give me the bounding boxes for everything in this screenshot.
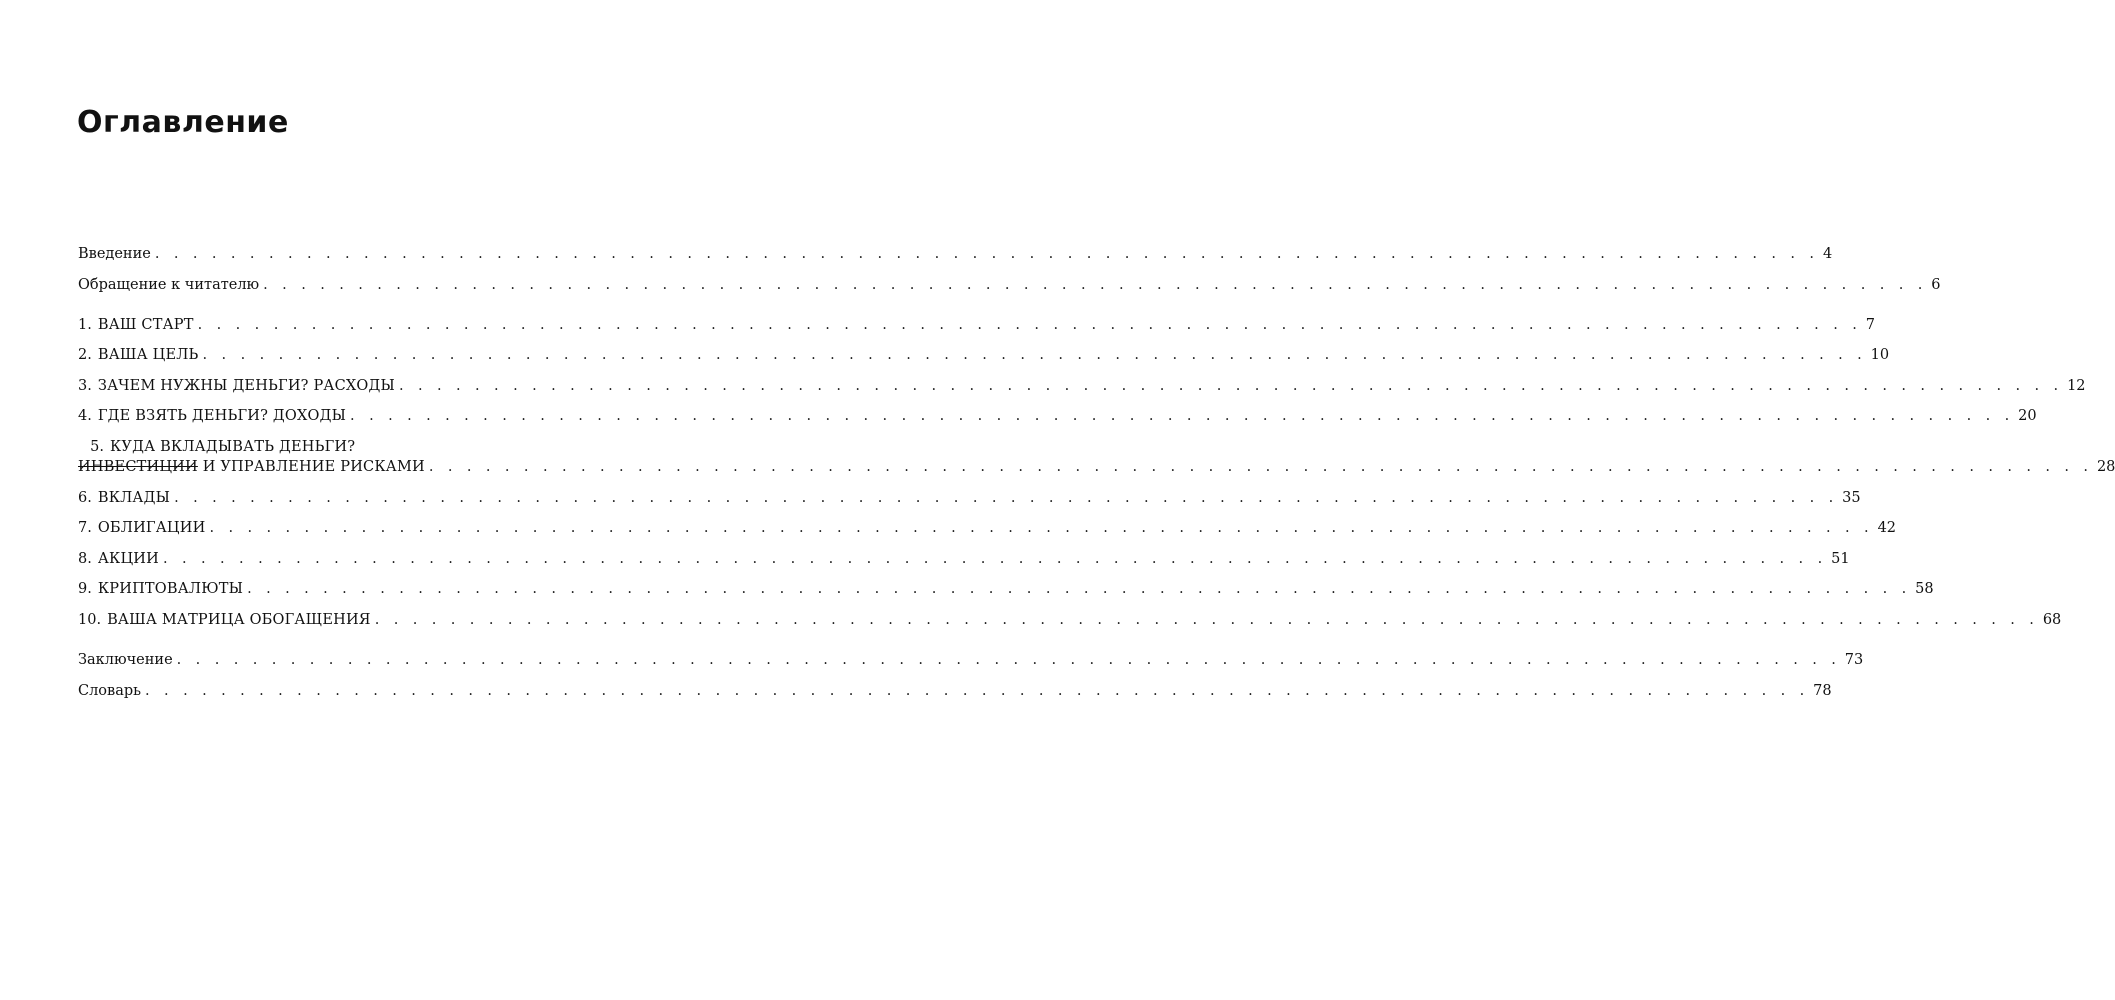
page-title: Оглавление [77, 105, 289, 140]
toc-entry-chapter-4[interactable] [78, 406, 2037, 426]
toc-entry-glossary[interactable] [78, 681, 1832, 701]
toc-entry-chapter-8[interactable] [78, 549, 1850, 569]
toc-entry-number: 3. [78, 378, 92, 394]
toc-entry-page: 12 [2067, 378, 2086, 394]
toc-entry-title-line2 [78, 457, 425, 477]
toc-entry-page: 35 [1842, 490, 1861, 506]
dot-leader: . . . . . . . . . . . . . . . . . . . . . . . . . . . . . . . . . . . . . . . . . . . . . . . . . . . . . . . . . . . . . . . . . . . . . . . . . . . . . . . . . . . . . . . . [209, 520, 1874, 536]
toc-entry-title: Словарь [78, 683, 142, 699]
toc-entry-title-line1: КУДА ВКЛАДЫВАТЬ ДЕНЬГИ? [110, 439, 356, 455]
toc-entry-number: 9. [78, 581, 92, 597]
toc-entry-introduction[interactable] [78, 244, 1833, 264]
toc-entry-chapter-7[interactable] [78, 518, 1897, 538]
dot-leader: . . . . . . . . . . . . . . . . . . . . . . . . . . . . . . . . . . . . . . . . . . . . . . . . . . . . . . . . . . . . . . . . . . . . . . . . . . . . . . . . . . . . . . . . [176, 652, 1841, 668]
toc-entry-page: 42 [1877, 520, 1897, 536]
toc-entry-title: Заключение [78, 652, 173, 668]
toc-entry-title: КРИПТОВАЛЮТЫ [97, 581, 244, 597]
toc-entry-title: АКЦИИ [97, 551, 159, 567]
toc-entry-chapter-2[interactable] [78, 345, 1890, 365]
dot-leader: . . . . . . . . . . . . . . . . . . . . . . . . . . . . . . . . . . . . . . . . . . . . . . . . . . . . . . . . . . . . . . . . . . . . . . . . . . . . . . . . . . . . . . . . [162, 551, 1828, 567]
toc-entry-chapter-10[interactable] [78, 610, 2062, 630]
toc-entry-number: 6. [78, 490, 92, 506]
toc-entry-number: 5. [90, 439, 104, 455]
toc-entry-chapter-9[interactable] [78, 579, 1934, 599]
dot-leader: . . . . . . . . . . . . . . . . . . . . . . . . . . . . . . . . . . . . . . . . . . . . . . . . . . . . . . . . . . . . . . . . . . . . . . . . . . . . . . . . . . . . . . . . [374, 612, 2039, 628]
struck-word: ИНВЕСТИЦИИ [78, 459, 198, 475]
toc-entry-title: ГДЕ ВЗЯТЬ ДЕНЬГИ? ДОХОДЫ [97, 408, 347, 424]
dot-leader: . . . . . . . . . . . . . . . . . . . . . . . . . . . . . . . . . . . . . . . . . . . . . . . . . . . . . . . . . . . . . . . . . . . . . . . . . . . . . . . . . . . . . . . . [428, 459, 2093, 475]
toc-entry-title: ЗАЧЕМ НУЖНЫ ДЕНЬГИ? РАСХОДЫ [97, 378, 395, 394]
toc-entry-page: 7 [1865, 317, 1875, 333]
toc-entry-title: Обращение к читателю [78, 277, 260, 293]
dot-leader: . . . . . . . . . . . . . . . . . . . . . . . . . . . . . . . . . . . . . . . . . . . . . . . . . . . . . . . . . . . . . . . . . . . . . . . . . . . . . . . . . . . . . . . . [197, 317, 1862, 333]
toc-entry-page: 20 [2018, 408, 2037, 424]
dot-leader: . . . . . . . . . . . . . . . . . . . . . . . . . . . . . . . . . . . . . . . . . . . . . . . . . . . . . . . . . . . . . . . . . . . . . . . . . . . . . . . . . . . . . . . . [263, 277, 1928, 293]
toc-entry-page: 4 [1822, 246, 1833, 262]
toc-entry-page: 68 [2042, 612, 2062, 628]
title-rest: И УПРАВЛЕНИЕ РИСКАМИ [197, 459, 425, 475]
toc-entry-number: 7. [78, 520, 92, 536]
toc-entry-title: ОБЛИГАЦИИ [97, 520, 206, 536]
toc-entry-title: ВАША ЦЕЛЬ [97, 347, 199, 363]
toc-entry-conclusion[interactable] [78, 650, 1864, 670]
toc-entry-number: 4. [78, 408, 92, 424]
toc-entry-title: ВАШ СТАРТ [97, 317, 194, 333]
toc-entry-page: 51 [1831, 551, 1850, 567]
toc-entry-number: 8. [78, 551, 92, 567]
toc-entry-address-to-reader[interactable] [78, 275, 1941, 295]
toc-entry-chapter-1[interactable] [78, 315, 1875, 335]
dot-leader: . . . . . . . . . . . . . . . . . . . . . . . . . . . . . . . . . . . . . . . . . . . . . . . . . . . . . . . . . . . . . . . . . . . . . . . . . . . . . . . . . . . . . . . . [350, 408, 2015, 424]
toc-entry-number: 10. [78, 612, 102, 628]
dot-leader: . . . . . . . . . . . . . . . . . . . . . . . . . . . . . . . . . . . . . . . . . . . . . . . . . . . . . . . . . . . . . . . . . . . . . . . . . . . . . . . . . . . . . . . . [398, 378, 2064, 394]
toc-entry-title: Введение [78, 246, 151, 262]
toc-entry-title: ВКЛАДЫ [97, 490, 171, 506]
toc-entry-number: 2. [78, 347, 92, 363]
toc-entry-page: 73 [1844, 652, 1864, 668]
toc-entry-number: 1. [78, 317, 92, 333]
dot-leader: . . . . . . . . . . . . . . . . . . . . . . . . . . . . . . . . . . . . . . . . . . . . . . . . . . . . . . . . . . . . . . . . . . . . . . . . . . . . . . . . . . . . . . . . [174, 490, 1839, 506]
dot-leader: . . . . . . . . . . . . . . . . . . . . . . . . . . . . . . . . . . . . . . . . . . . . . . . . . . . . . . . . . . . . . . . . . . . . . . . . . . . . . . . . . . . . . . . . [202, 347, 1867, 363]
dot-leader: . . . . . . . . . . . . . . . . . . . . . . . . . . . . . . . . . . . . . . . . . . . . . . . . . . . . . . . . . . . . . . . . . . . . . . . . . . . . . . . . . . . . . . . . [154, 246, 1819, 262]
toc-entry-page: 6 [1931, 277, 1941, 293]
dot-leader: . . . . . . . . . . . . . . . . . . . . . . . . . . . . . . . . . . . . . . . . . . . . . . . . . . . . . . . . . . . . . . . . . . . . . . . . . . . . . . . . . . . . . . . . [145, 683, 1810, 699]
toc-entry-page: 28 [2096, 459, 2115, 475]
toc-entry-page: 78 [1813, 683, 1832, 699]
toc-entry-title: ВАША МАТРИЦА ОБОГАЩЕНИЯ [107, 612, 371, 628]
toc-entry-page: 58 [1915, 581, 1934, 597]
dot-leader: . . . . . . . . . . . . . . . . . . . . . . . . . . . . . . . . . . . . . . . . . . . . . . . . . . . . . . . . . . . . . . . . . . . . . . . . . . . . . . . . . . . . . . . . [247, 581, 1912, 597]
toc-entry-chapter-6[interactable] [78, 488, 1861, 508]
toc-entry-chapter-3[interactable] [78, 376, 2086, 396]
toc-entry-page: 10 [1870, 347, 1890, 363]
